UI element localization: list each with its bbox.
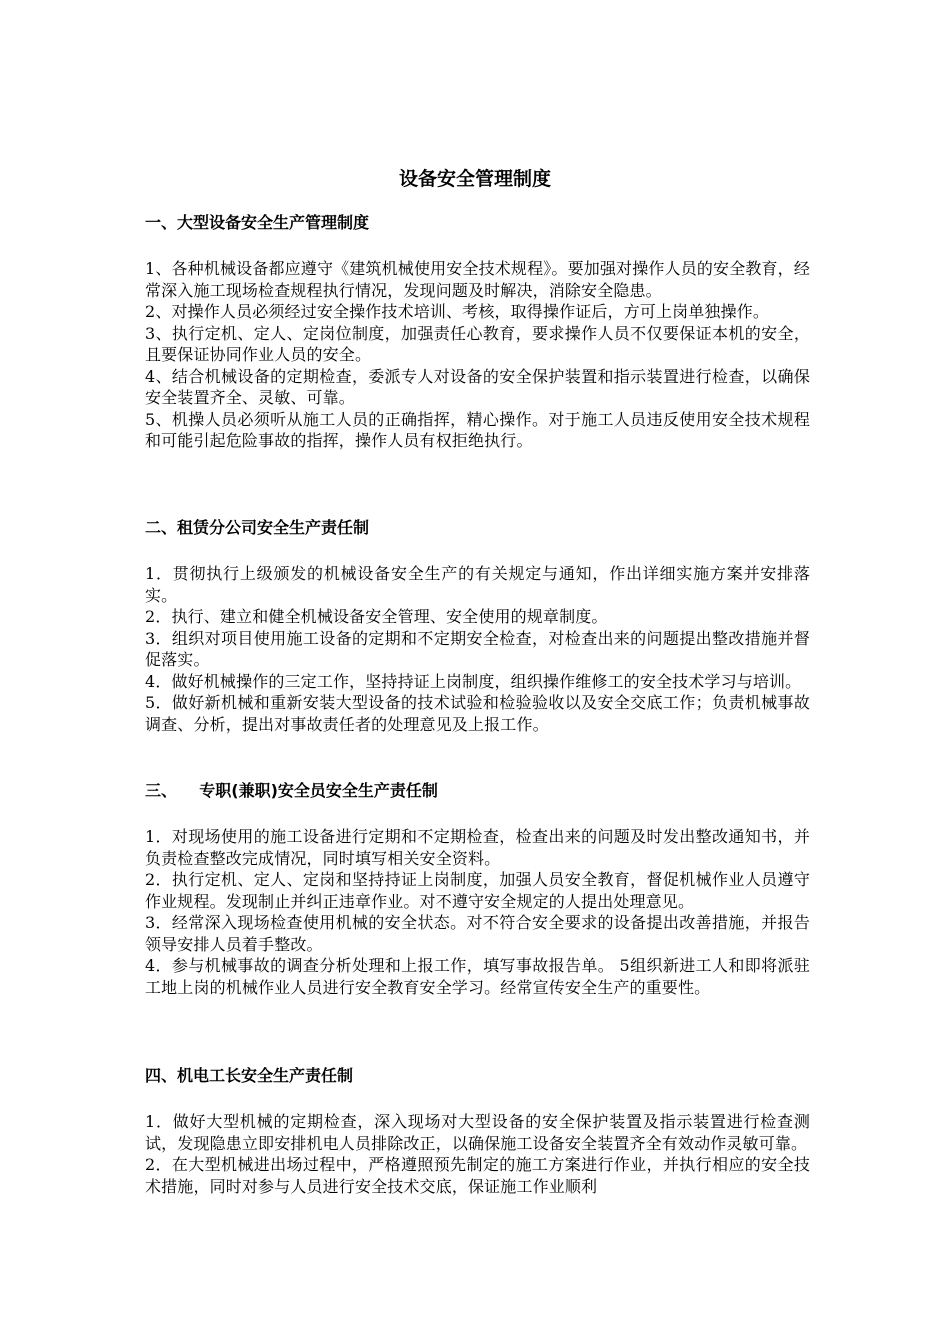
rule-item: 3．经常深入现场检查使用机械的安全状态。对不符合安全要求的设备提出改善措施，并报告领导安排人员着手整改。: [145, 913, 810, 954]
rule-item: 4．参与机械事故的调查分析处理和上报工作，填写事故报告单。 5组织新进工人和即将派驻工地上岗的机械作业人员进行安全教育安全学习。经常宣传安全生产的重要性。: [145, 956, 810, 997]
section-heading: 二、租赁分公司安全生产责任制: [145, 518, 370, 537]
section-heading: 三、 专职(兼职)安全员安全生产责任制: [145, 781, 438, 800]
rule-item: 2．在大型机械进出场过程中，严格遵照预先制定的施工方案进行作业，并执行相应的安全技术措施，同时对参与人员进行安全技术交底，保证施工作业顺利: [145, 1155, 810, 1196]
rule-item: 4、结合机械设备的定期检查，委派专人对设备的安全保护装置和指示装置进行检查，以确保安全装置齐全、灵敏、可靠。: [145, 366, 810, 407]
rule-item: 1．对现场使用的施工设备进行定期和不定期检查，检查出来的问题及时发出整改通知书，并负责检查整改完成情况，同时填写相关安全资料。: [145, 827, 810, 868]
document-title: 设备安全管理制度: [398, 168, 551, 190]
rule-item: 4．做好机械操作的三定工作，坚持持证上岗制度，组织操作维修工的安全技术学习与培训。: [145, 671, 802, 691]
rule-item: 2．执行、建立和健全机械设备安全管理、安全使用的规章制度。: [145, 607, 608, 626]
rule-item: 3、执行定机、定人、定岗位制度，加强责任心教育，要求操作人员不仅要保证本机的安全，且要保证协同作业人员的安全。: [145, 323, 810, 364]
rule-item: 1．做好大型机械的定期检查，深入现场对大型设备的安全保护装置及指示装置进行检查测试，发现隐患立即安排机电人员排除改正，以确保施工设备安全装置齐全有效动作灵敏可靠。: [145, 1112, 810, 1153]
rule-item: 5、机操人员必须听从施工人员的正确指挥，精心操作。对于施工人员违反使用安全技术规程和可能引起危险事故的指挥，操作人员有权拒绝执行。: [145, 409, 810, 450]
rule-item: 5．做好新机械和重新安装大型设备的技术试验和检验验收以及安全交底工作；负责机械事故调查、分析，提出对事故责任者的处理意见及上报工作。: [145, 693, 810, 734]
section-heading: 一、大型设备安全生产管理制度: [145, 213, 370, 232]
section-equipment-safety-rules: [145, 212, 810, 452]
rule-item: 1．贯彻执行上级颁发的机械设备安全生产的有关规定与通知，作出详细实施方案并安排落实。: [145, 564, 810, 605]
section-electromechanical-foreman-responsibility: [145, 1065, 810, 1197]
rule-item: 3．组织对项目使用施工设备的定期和不定期安全检查，对检查出来的问题提出整改措施并督促落实。: [145, 628, 810, 669]
rule-item: 2、对操作人员必须经过安全操作技术培训、考核，取得操作证后，方可上岗单独操作。: [145, 302, 770, 321]
section-leasing-branch-responsibility: [145, 517, 810, 735]
section-heading: 四、机电工长安全生产责任制: [145, 1066, 354, 1085]
section-safety-officer-responsibility: [145, 780, 810, 998]
rule-item: 1、各种机械设备都应遵守《建筑机械使用安全技术规程》。要加强对操作人员的安全教育，经常深入施工现场检查规程执行情况，发现问题及时解决，消除安全隐患。: [145, 259, 810, 300]
rule-item: 2．执行定机、定人、定岗和坚持持证上岗制度，加强人员安全教育，督促机械作业人员遵守作业规程。发现制止并纠正违章作业。对不遵守安全规定的人提出处理意见。: [145, 870, 810, 911]
